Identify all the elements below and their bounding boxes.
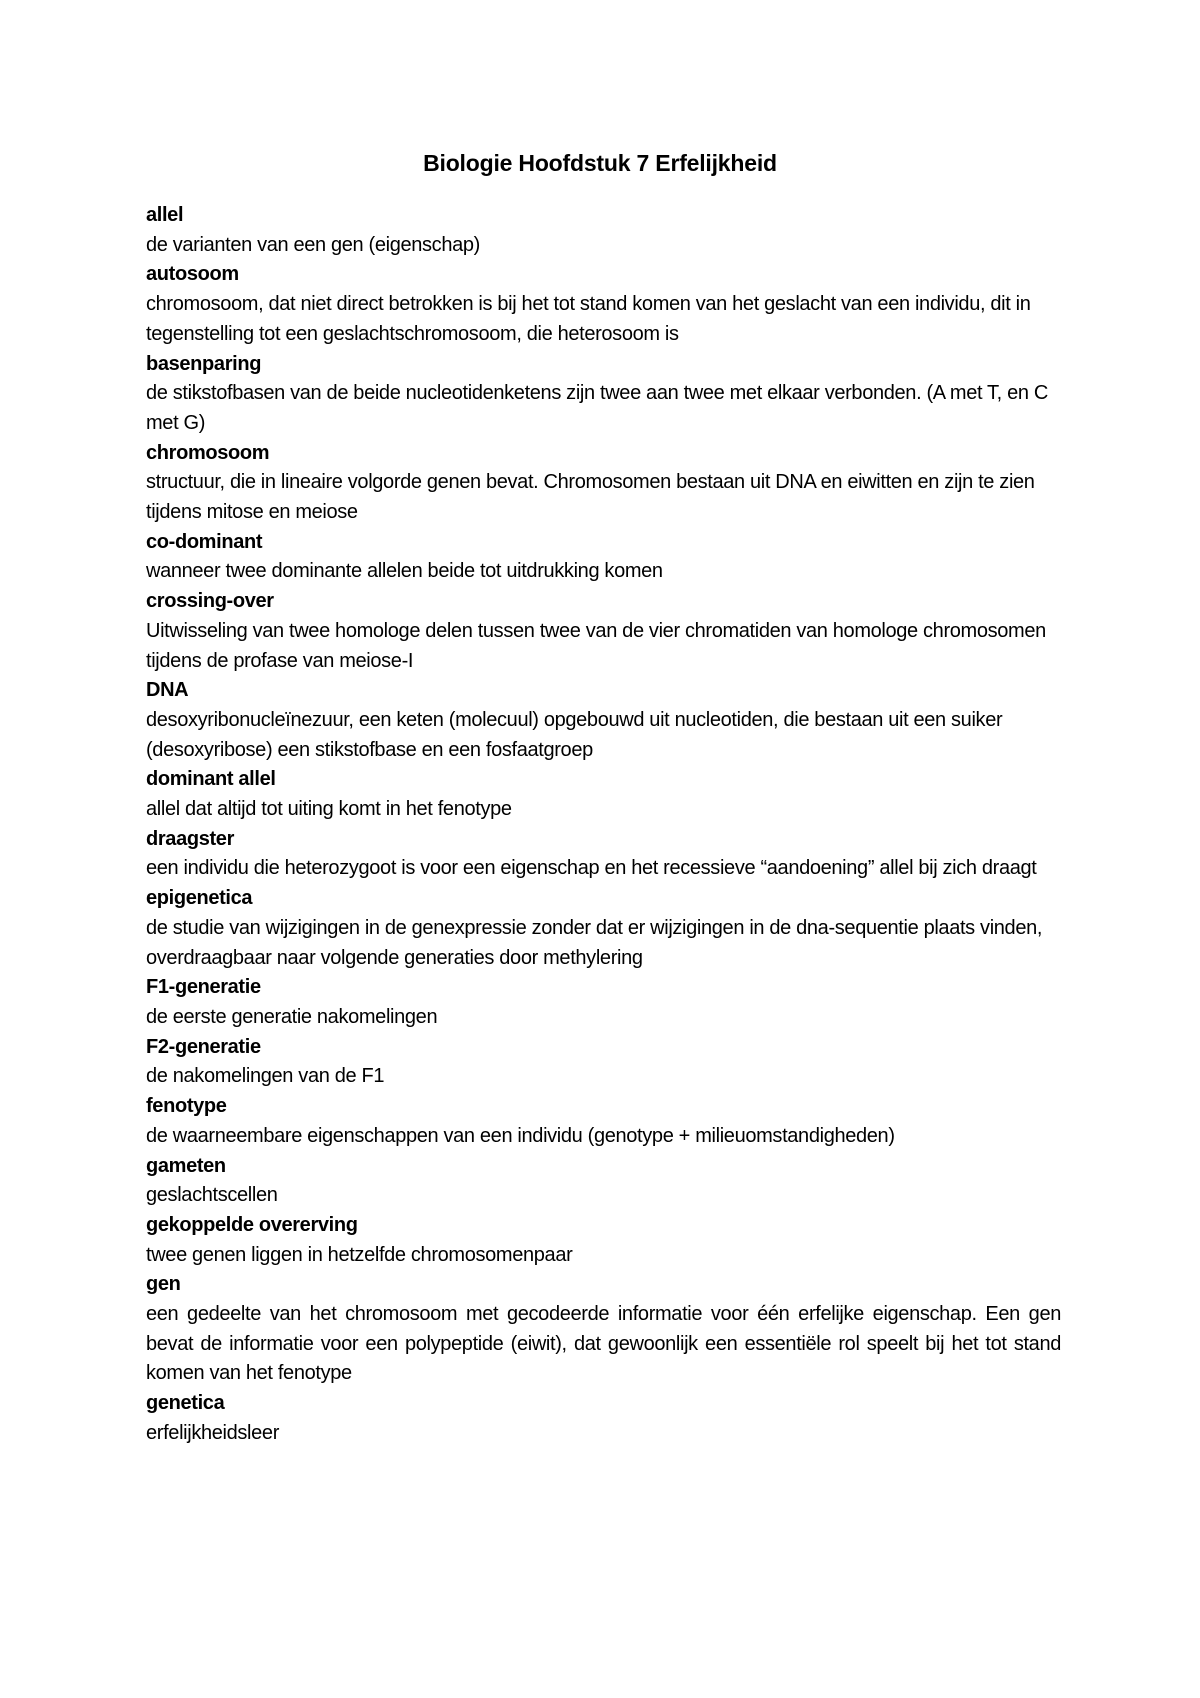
glossary-list bbox=[146, 201, 1061, 1449]
glossary-term: genetica bbox=[146, 1392, 225, 1415]
glossary-definition: de waarneembare eigenschappen van een individu (genotype + milieuomstandigheden) bbox=[146, 1124, 895, 1147]
glossary-term: autosoom bbox=[146, 263, 239, 286]
glossary-definition: geslachtscellen bbox=[146, 1184, 278, 1207]
glossary-definition: de nakomelingen van de F1 bbox=[146, 1065, 385, 1088]
document-title: Biologie Hoofdstuk 7 Erfelijkheid bbox=[423, 150, 777, 176]
glossary-definition: twee genen liggen in hetzelfde chromosomenpaar bbox=[146, 1243, 573, 1266]
glossary-term: crossing-over bbox=[146, 590, 274, 613]
glossary-definition: wanneer twee dominante allelen beide tot uitdrukking komen bbox=[146, 560, 663, 583]
glossary-definition: Uitwisseling van twee homologe delen tussen twee van de vier chromatiden van homologe chromosomen tijdens de profase van meiose-I bbox=[146, 619, 1046, 672]
glossary-term: gekoppelde overerving bbox=[146, 1213, 358, 1236]
glossary-definition: allel dat altijd tot uiting komt in het fenotype bbox=[146, 798, 512, 821]
glossary-definition: chromosoom, dat niet direct betrokken is bij het tot stand komen van het geslacht van een individu, dit in tegenstelling tot een geslachtschromosoom, die heterosoom is bbox=[146, 293, 1031, 345]
glossary-term: F1-generatie bbox=[146, 976, 261, 999]
glossary-definition: structuur, die in lineaire volgorde genen bevat. Chromosomen bestaan uit DNA en eiwitten en zijn te zien tijdens mitose en meiose bbox=[146, 471, 1035, 524]
glossary-definition: de eerste generatie nakomelingen bbox=[146, 1005, 438, 1028]
glossary-term: DNA bbox=[146, 679, 189, 702]
glossary-term: fenotype bbox=[146, 1095, 227, 1118]
glossary-definition: de varianten van een gen (eigenschap) bbox=[146, 233, 480, 256]
glossary-term: draagster bbox=[146, 827, 235, 850]
glossary-term: gameten bbox=[146, 1154, 226, 1177]
glossary-term: F2-generatie bbox=[146, 1035, 261, 1058]
glossary-term: co-dominant bbox=[146, 530, 263, 553]
glossary-term: dominant allel bbox=[146, 768, 276, 791]
glossary-term: basenparing bbox=[146, 352, 262, 375]
glossary-definition: erfelijkheidsleer bbox=[146, 1421, 280, 1444]
glossary-definition: de studie van wijzigingen in de genexpressie zonder dat er wijzigingen in de dna-sequentie plaats vinden, overdraagbaar naar volgende generaties door methylering bbox=[146, 916, 1043, 969]
glossary-definition: een individu die heterozygoot is voor een eigenschap en het recessieve “aandoening” allel bij zich draagt bbox=[146, 857, 1037, 880]
glossary-term: chromosoom bbox=[146, 441, 270, 464]
glossary-definition: desoxyribonucleïnezuur, een keten (molecuul) opgebouwd uit nucleotiden, die bestaan uit een suiker (desoxyribose) een stikstofbase en een fosfaatgroep bbox=[146, 708, 1003, 761]
glossary-term: gen bbox=[146, 1273, 181, 1296]
glossary-definition: een gedeelte van het chromosoom met gecodeerde informatie voor één erfelijke eigenschap. Een gen bevat de informatie voor een polypeptide (eiwit), dat gewoonlijk een essentiële rol speelt bij het tot stand komen van het fenotype bbox=[146, 1303, 1061, 1385]
glossary-term: allel bbox=[146, 204, 184, 226]
glossary-definition: de stikstofbasen van de beide nucleotidenketens zijn twee aan twee met elkaar verbonden. (A met T, en C met G) bbox=[146, 382, 1048, 434]
glossary-term: epigenetica bbox=[146, 887, 253, 910]
